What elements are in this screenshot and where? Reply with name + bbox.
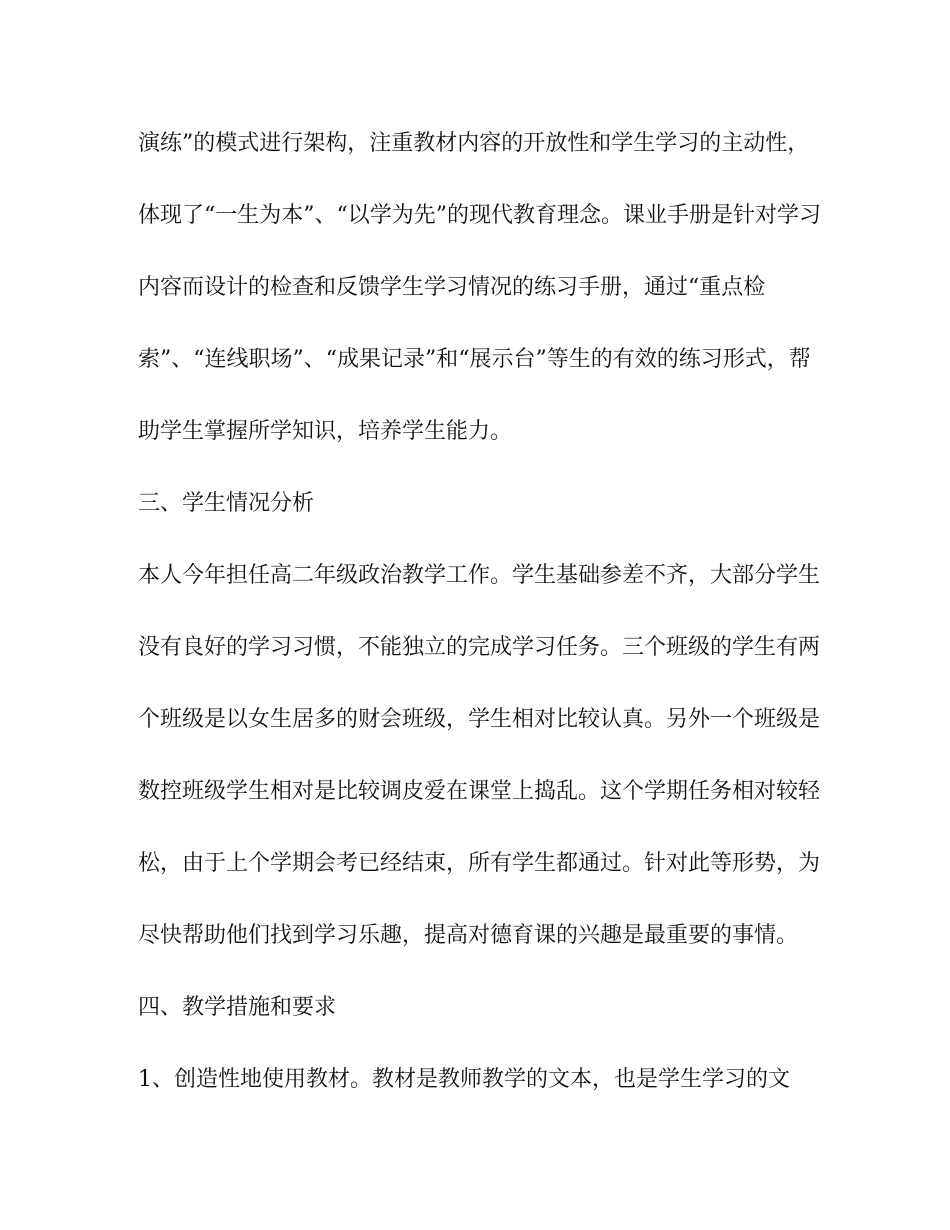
text-line: 松，由于上个学期会考已经结束，所有学生都通过。针对此等形势，为 (138, 851, 821, 876)
text-line: 内容而设计的检查和反馈学生学习情况的练习手册，通过“重点检 (138, 275, 766, 300)
text-line: 本人今年担任高二年级政治教学工作。学生基础参差不齐，大部分学生 (138, 563, 821, 588)
text-line: 1、创造性地使用教材。教材是教师教学的文本，也是学生学习的文 (138, 1067, 790, 1092)
text-line: 数控班级学生相对是比较调皮爱在课堂上捣乱。这个学期任务相对较轻 (138, 779, 821, 804)
text-line: 体现了“一生为本”、“以学为先”的现代教育理念。课业手册是针对学习 (138, 203, 821, 228)
section-heading: 三、学生情况分析 (138, 491, 315, 516)
text-line: 个班级是以女生居多的财会班级，学生相对比较认真。另外一个班级是 (138, 707, 821, 732)
text-line: 尽快帮助他们找到学习乐趣，提高对德育课的兴趣是最重要的事情。 (138, 923, 799, 948)
text-line: 没有良好的学习习惯，不能独立的完成学习任务。三个班级的学生有两 (138, 635, 821, 660)
text-line: 助学生掌握所学知识，培养学生能力。 (138, 419, 513, 444)
document-body (138, 122, 828, 1130)
text-line: 索”、“连线职场”、“成果记录”和“展示台”等生的有效的练习形式，帮 (138, 347, 811, 372)
section-heading: 四、教学措施和要求 (138, 995, 337, 1020)
text-line: 演练”的模式进行架构，注重教材内容的开放性和学生学习的主动性， (138, 131, 810, 156)
